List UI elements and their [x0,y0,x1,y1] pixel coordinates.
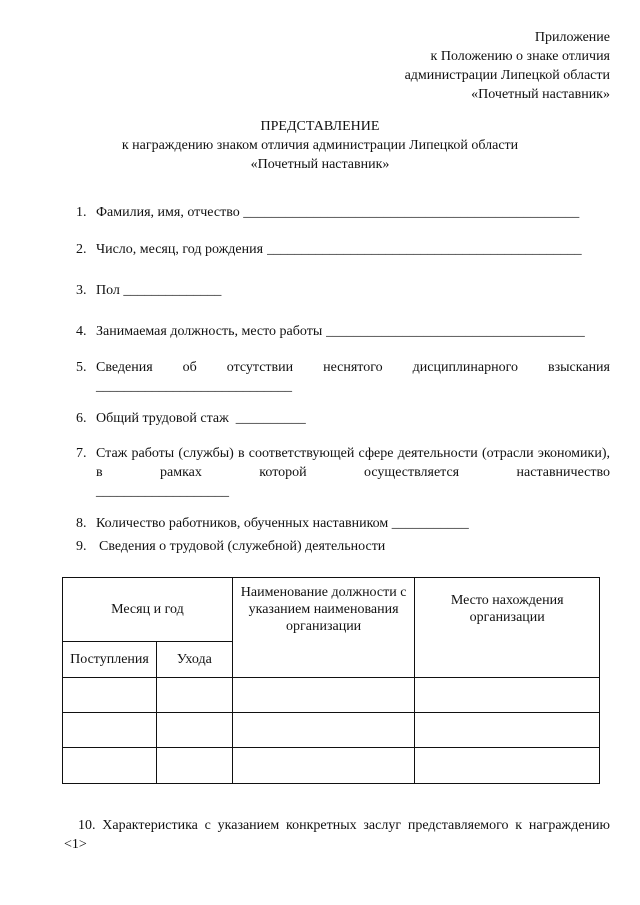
header-start: Поступления [63,642,157,678]
item-label: Занимаемая должность, место работы [96,324,323,339]
header-location: Место нахождения организации [415,578,600,678]
form-item-total-experience [76,409,610,428]
item-number: 9. [76,539,87,554]
form-item-full-name [76,203,610,222]
form-item-trained-workers [76,514,610,533]
appendix-note [405,28,610,104]
table-cell[interactable] [63,678,157,713]
table-cell[interactable] [156,748,232,784]
table-cell[interactable] [415,678,600,713]
fill-in-blank[interactable]: ______________ [123,283,222,298]
table-cell[interactable] [156,713,232,748]
item-label: Фамилия, имя, отчество [96,205,240,220]
item-number: 5. [76,360,87,375]
fill-in-blank[interactable]: ________________________________________________ [243,205,580,220]
table-cell[interactable] [232,713,415,748]
heading-line: к награждению знаком отличия администрации Липецкой области [121,138,519,153]
table-cell[interactable] [63,748,157,784]
item-number: 8. [76,516,87,531]
table-cell[interactable] [415,713,600,748]
document-title: ПРЕДСТАВЛЕНИЕ [260,119,380,134]
table-row [63,678,600,713]
table-cell[interactable] [232,678,415,713]
document-heading [0,117,640,174]
item-label: Количество работников, обученных наставником [96,516,389,531]
table-cell[interactable] [156,678,232,713]
table-row [63,713,600,748]
item-label: Стаж работы (службы) в соответствующей сфере деятельности (отрасли экономики), в рамках которой осуществляется наставничество [96,446,610,480]
form-item-position [76,322,610,341]
item-label: Сведения об отсутствии неснятого дисциплинарного взыскания [96,360,610,375]
appendix-line: «Почетный наставник» [471,87,610,102]
item-number: 7. [76,446,87,461]
appendix-line: Приложение [534,30,610,45]
item-number: 1. [76,205,87,220]
table-cell[interactable] [415,748,600,784]
form-item-sector-experience [76,444,610,501]
fill-in-blank[interactable]: ___________ [391,516,469,531]
item-label: Число, месяц, год рождения [96,242,264,257]
header-position: Наименование должности с указанием наименования организации [232,578,415,678]
table-cell[interactable] [232,748,415,784]
item-number: 4. [76,324,87,339]
form-item-work-history [76,537,610,556]
table-header-row [63,578,600,642]
table-row [63,748,600,784]
header-month-year: Месяц и год [63,578,233,642]
form-item-characteristic: 10. Характеристика с указанием конкретных заслуг представляемого к награждению <1> [64,818,610,852]
form-item-disciplinary [76,358,610,396]
appendix-line: к Положению о знаке отличия [430,49,610,64]
item-number: 2. [76,242,87,257]
table-cell[interactable] [63,713,157,748]
appendix-line: администрации Липецкой области [404,68,610,83]
item-label: Общий трудовой стаж [96,411,229,426]
item-label: Сведения о трудовой (служебной) деятельности [99,539,386,554]
fill-in-blank[interactable]: _____________________________________________ [266,242,582,257]
fill-in-blank[interactable]: __________ [235,411,306,426]
fill-in-blank[interactable]: _____________________________________ [325,324,585,339]
form-item-birth-date [76,240,610,259]
item-number: 6. [76,411,87,426]
fill-in-blank[interactable]: ___________________ [96,484,229,499]
item-label: Пол [96,283,120,298]
fill-in-blank[interactable]: ____________________________ [96,379,292,394]
heading-line: «Почетный наставник» [250,157,390,172]
work-history-table [62,577,600,784]
header-end: Ухода [156,642,232,678]
form-item-gender [76,281,610,300]
item-number: 3. [76,283,87,298]
